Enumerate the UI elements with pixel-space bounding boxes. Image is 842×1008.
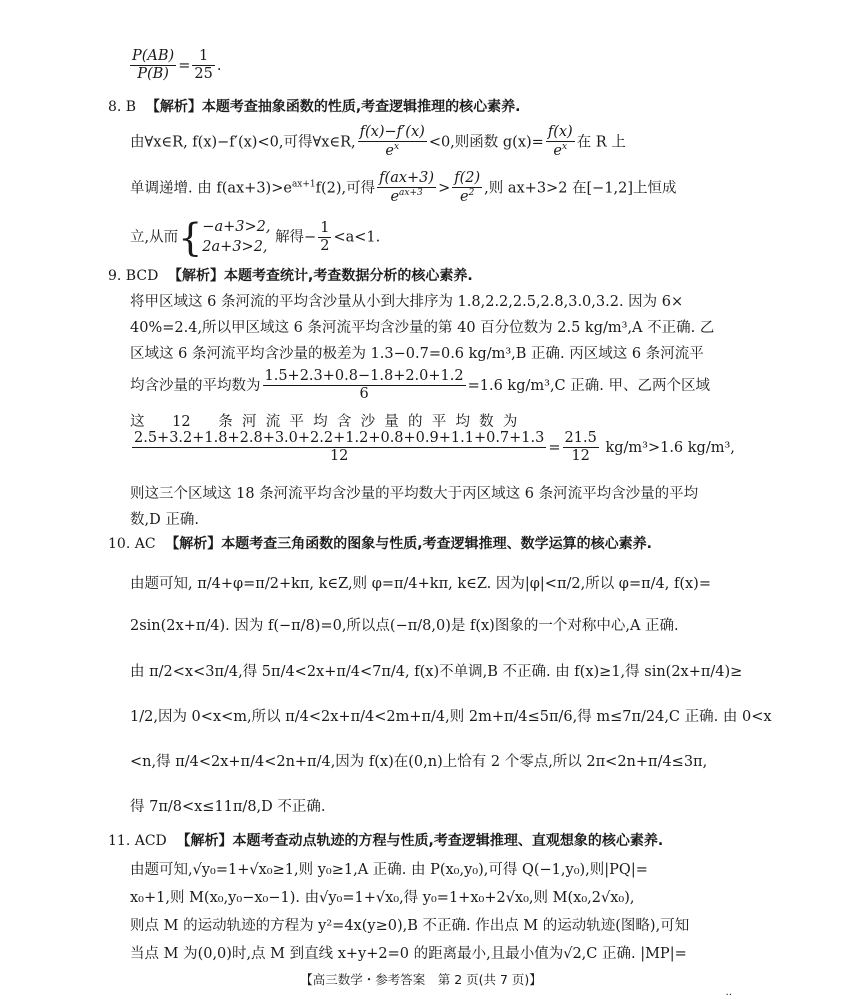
fraction-numerator: f(x)	[546, 124, 575, 142]
e-base: e	[460, 189, 469, 206]
fraction-denominator: 6	[359, 386, 369, 403]
case-2: 2a+3>2,	[202, 238, 268, 255]
text: >	[438, 180, 451, 197]
q10-analysis-title: 【解析】本题考查三角函数的图象与性质,考查逻辑推理、数学运算的核心素养.	[165, 536, 652, 552]
q9-line-4	[130, 368, 710, 404]
fraction-numerator: 21.5	[563, 430, 599, 448]
q11-line-4: 当点 M 为(0,0)时,点 M 到直线 x+y+2=0 的距离最小,且最小值为√2,C 正确. |MP|=	[130, 946, 687, 962]
text: 单调递增. 由 f(ax+3)>e	[130, 180, 292, 197]
fraction-denominator: P(B)	[137, 66, 169, 83]
q10-line-4: 1/2,因为 0<x<m,所以 π/4<2x+π/4<2m+π/4,则 2m+π/4≤5π/6,得 m≤7π/24,C 正确. 由 0<x	[130, 709, 772, 725]
q8-g-fraction	[546, 124, 575, 161]
period: .	[216, 57, 222, 74]
top-fraction-line	[128, 48, 221, 84]
q10-line-5: <n,得 π/4<2x+π/4<2n+π/4,因为 f(x)在(0,n)上恰有 2 个零点,所以 2π<2n+π/4≤3π,	[130, 754, 708, 770]
text: f(2),可得	[315, 180, 376, 197]
q10-line-3: 由 π/2<x<3π/4,得 5π/4<2x+π/4<7π/4, f(x)不单调,B 不正确. 由 f(x)≥1,得 sin(2x+π/4)≥	[130, 664, 743, 680]
q9-line-1: 将甲区域这 6 条河流的平均含沙量从小到大排序为 1.8,2.2,2.5,2.8,3.0,3.2. 因为 6×	[130, 294, 684, 310]
q9-line-2: 40%=2.4,所以甲区域这 6 条河流平均含沙量的第 40 百分位数为 2.5 kg/m³,A 不正确. 乙	[130, 320, 715, 336]
fraction-numerator: P(AB)	[130, 48, 176, 66]
fraction-numerator: f(x)−f′(x)	[358, 124, 427, 142]
q8-line-3	[130, 215, 381, 260]
fraction-numerator: f(ax+3)	[377, 170, 436, 188]
fraction-numerator: 1.5+2.3+0.8−1.8+2.0+1.2	[263, 368, 466, 386]
q8-fraction-3	[452, 170, 482, 207]
fraction-denominator: 12	[329, 448, 349, 465]
text: <a<1.	[333, 229, 381, 246]
text: 解得−	[275, 229, 317, 246]
q9-line-7: 则这三个区域这 18 条河流平均含沙量的平均数大于丙区域这 6 条河流平均含沙量的平均	[130, 486, 699, 502]
q11-heading	[108, 830, 663, 850]
q9-result-fraction	[563, 430, 599, 466]
text: 由∀x∈R, f(x)−f′(x)<0,可得∀x∈R,	[130, 134, 356, 151]
q9-total-fraction	[132, 430, 546, 466]
q8-line-1	[130, 124, 626, 161]
fraction-numerator: 1	[318, 220, 331, 238]
text: 立,从而	[130, 229, 179, 246]
fraction-denominator: $e^x$	[385, 142, 400, 160]
q8-fraction-2	[377, 170, 436, 207]
q9-line-6	[130, 430, 735, 466]
fraction-denominator: 12	[571, 448, 590, 465]
text: =1.6 kg/m³,C 正确. 甲、乙两个区域	[467, 377, 710, 394]
q9-answer: 9. BCD	[108, 268, 159, 284]
text: ,则 ax+3>2 在[−1,2]上恒成	[484, 180, 677, 197]
q11-line-1: 由题可知,√y₀=1+√x₀≥1,则 y₀≥1,A 正确. 由 P(x₀,y₀),可得 Q(−1,y₀),则|PQ|=	[130, 862, 648, 878]
corner-mark: ··	[725, 990, 732, 1001]
text: 这 12 条 河 流 平 均 含 沙 量 的 平 均 数 为	[130, 414, 518, 430]
text: =	[548, 439, 561, 456]
text: <0,则函数 g(x)=	[428, 134, 544, 151]
q8-half-fraction	[318, 220, 331, 256]
q11-answer: 11. ACD	[108, 833, 167, 849]
fraction-denominator: $e^x$	[553, 142, 568, 160]
q8-answer: 8. B	[108, 99, 137, 115]
case-1: −a+3>2,	[202, 219, 271, 235]
brace-symbol: {	[178, 215, 203, 260]
result-fraction	[192, 48, 214, 84]
q9-line-3: 区域这 6 条河流平均含沙量的极差为 1.3−0.7=0.6 kg/m³,B 正确. 丙区域这 6 条河流平	[130, 346, 704, 362]
e-base: e	[385, 143, 394, 160]
q9-line-5	[130, 410, 517, 431]
q11-line-2: x₀+1,则 M(x₀,y₀−x₀−1). 由√y₀=1+√x₀,得 y₀=1+x₀+2√x₀,则 M(x₀,2√x₀),	[130, 890, 635, 906]
q9-heading	[108, 265, 473, 285]
fraction-numerator: f(2)	[452, 170, 482, 188]
q8-fraction-1	[358, 124, 427, 161]
q8-heading	[108, 96, 521, 116]
q10-line-6: 得 7π/8<x≤11π/8,D 不正确.	[130, 799, 326, 815]
e-base: e	[553, 143, 563, 160]
q9-analysis-title: 【解析】本题考查统计,考查数据分析的核心素养.	[168, 268, 473, 284]
q10-line-1: 由题可知, π/4+φ=π/2+kπ, k∈Z,则 φ=π/4+kπ, k∈Z. 因为|φ|<π/2,所以 φ=π/4, f(x)=	[130, 576, 711, 592]
q11-line-3: 则点 M 的运动轨迹的方程为 y²=4x(y≥0),B 不正确. 作出点 M 的运动轨迹(图略),可知	[130, 918, 690, 934]
q8-analysis-title: 【解析】本题考查抽象函数的性质,考查逻辑推理的核心素养.	[145, 99, 521, 115]
probability-fraction	[130, 48, 176, 84]
q11-analysis-title: 【解析】本题考查动点轨迹的方程与性质,考查逻辑推理、直观想象的核心素养.	[176, 833, 664, 849]
exponent: ax+3	[399, 188, 423, 199]
text: 均含沙量的平均数为	[130, 377, 261, 394]
text: 在 R 上	[576, 134, 626, 151]
q10-answer: 10. AC	[108, 536, 156, 552]
fraction-denominator: 25	[194, 66, 213, 83]
equals-sign: =	[178, 57, 191, 74]
q10-heading	[108, 533, 652, 553]
text: kg/m³>1.6 kg/m³,	[605, 439, 735, 456]
e-base: e	[390, 189, 400, 206]
q8-case-system	[202, 218, 270, 257]
fraction-denominator	[377, 188, 436, 206]
q9-line-8: 数,D 正确.	[130, 512, 199, 528]
fraction-denominator: $e^2$	[460, 188, 475, 206]
fraction-denominator: 2	[320, 238, 330, 255]
exponent: ax+1	[291, 179, 316, 190]
page-footer: 【高三数学・参考答案 第 2 页(共 7 页)】	[300, 972, 542, 987]
q8-line-2	[130, 170, 677, 207]
fraction-numerator: 2.5+3.2+1.8+2.8+3.0+2.2+1.2+0.8+0.9+1.1+0.7+1.3	[132, 430, 546, 448]
q9-mean-fraction	[263, 368, 466, 404]
fraction-numerator: 1	[192, 48, 214, 66]
q10-line-2: 2sin(2x+π/4). 因为 f(−π/8)=0,所以点(−π/8,0)是 f(x)图象的一个对称中心,A 正确.	[130, 618, 679, 634]
